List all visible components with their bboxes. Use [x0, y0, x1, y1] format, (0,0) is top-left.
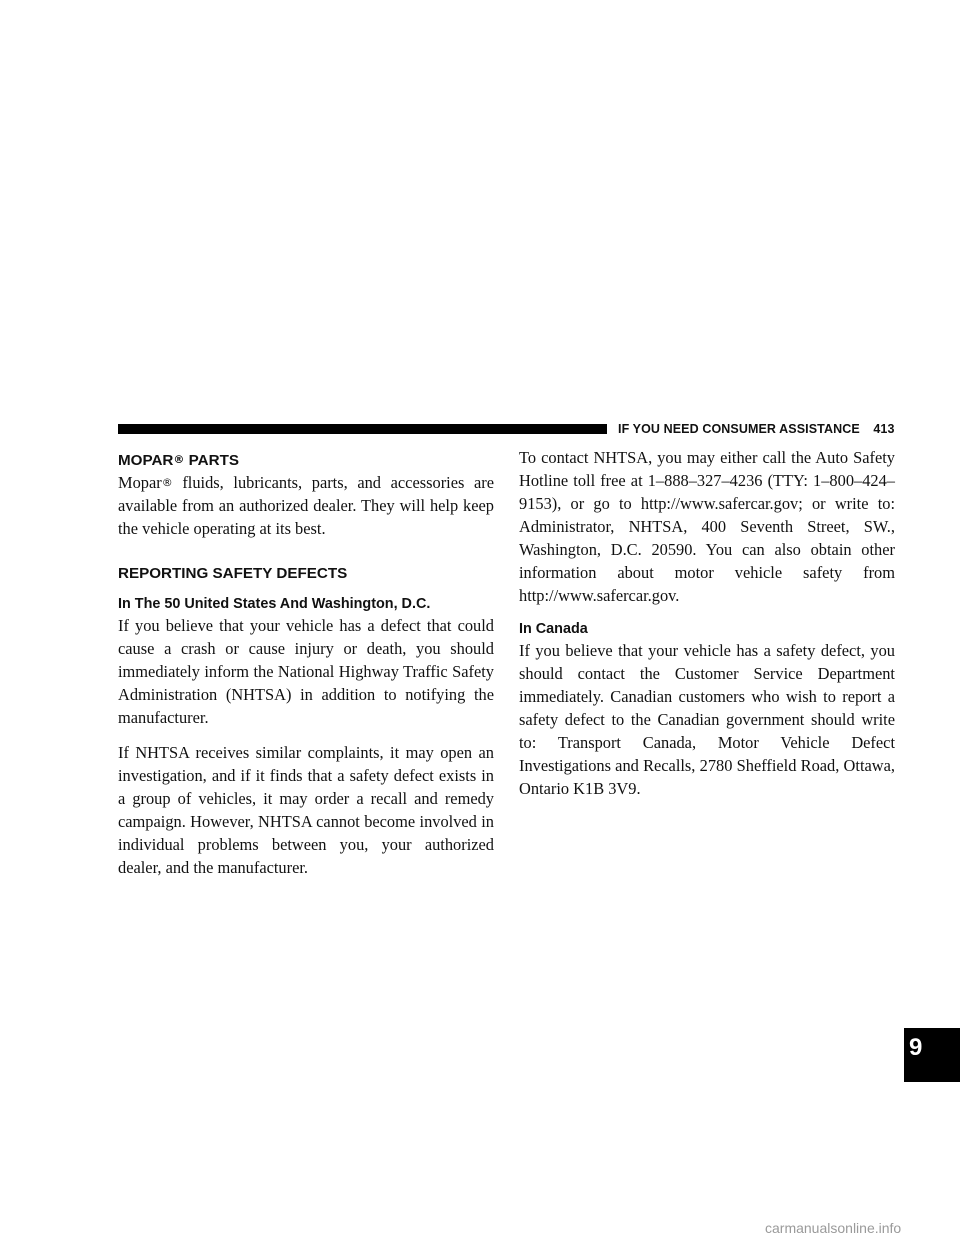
us-paragraph-1: If you believe that your vehicle has a defect that could cause a crash or cause injury or death, you should immediately inform the National Highway Traffic Safety Administration (NHTSA) in addition to notifying the manufacturer.: [118, 616, 494, 727]
mopar-parts-heading: [118, 450, 494, 471]
left-column: [118, 450, 494, 879]
contact-nhtsa-paragraph: To contact NHTSA, you may either call the Auto Safety Hotline toll free at 1–888–327–4236 (TTY: 1–800–424–9153), or go to http://www.safercar.gov; or write to: Administrator, NHTSA, 400 Seventh Street, SW., Washington, D.C. 20590. You can also obtain other information about motor vehicle safety from http://www.safercar.gov.: [519, 448, 895, 605]
us-paragraph-2: If NHTSA receives similar complaints, it may open an investigation, and if it finds that a safety defect exists in a group of vehicles, it may order a recall and remedy campaign. However, NHTSA cannot become involved in individual problems between you, your authorized dealer, and the manufacturer.: [118, 743, 494, 877]
registered-mark: ®: [161, 476, 173, 489]
mopar-heading-text: MOPAR: [118, 452, 174, 469]
header-rule: [118, 424, 607, 434]
mopar-paragraph-text: fluids, lubricants, parts, and accessories are available from an authorized dealer. They will help keep the vehicle operating at its best.: [118, 473, 494, 538]
right-column: [519, 446, 895, 800]
mopar-brand: Mopar: [118, 473, 162, 492]
canada-heading: In Canada: [519, 621, 588, 637]
running-header-title: IF YOU NEED CONSUMER ASSISTANCE: [618, 422, 860, 436]
mopar-paragraph: [118, 471, 494, 540]
page-number: 413: [873, 422, 895, 436]
watermark: carmanualsonline.info: [765, 1220, 902, 1236]
registered-mark: ®: [173, 453, 185, 466]
canada-paragraph: If you believe that your vehicle has a safety defect, you should contact the Customer Service Department immediately. Canadian customers who wish to report a safety defect to the Canadian government should write to: Transport Canada, Motor Vehicle Defect Investigations and Recalls, 2780 Sheffield Road, Ottawa, Ontario K1B 3V9.: [519, 641, 895, 798]
running-header: [618, 422, 895, 436]
us-heading: In The 50 United States And Washington, D.C.: [118, 596, 431, 612]
mopar-heading-suffix: PARTS: [184, 452, 239, 469]
reporting-safety-defects-heading: REPORTING SAFETY DEFECTS: [118, 565, 348, 582]
chapter-tab: 9: [904, 1028, 960, 1082]
